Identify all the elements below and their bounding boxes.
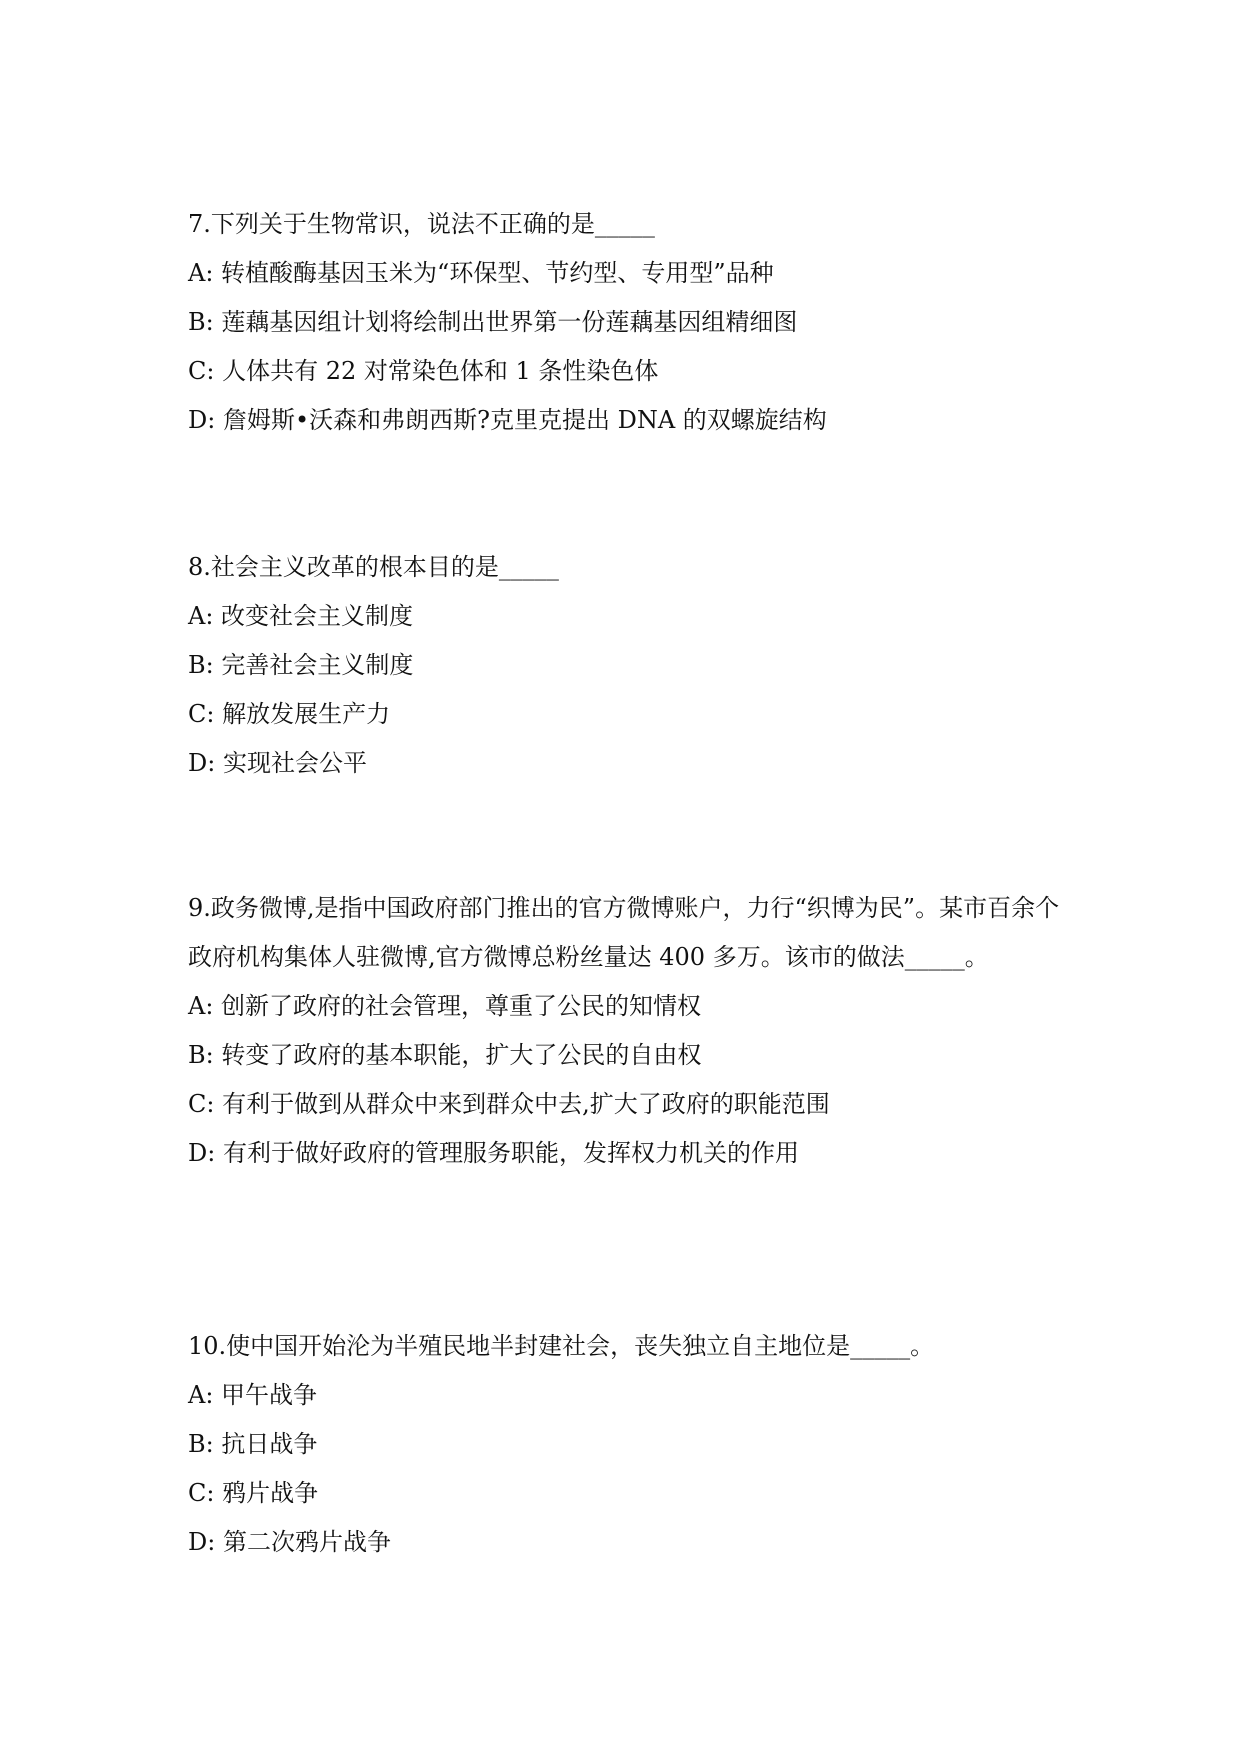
question-7 (188, 200, 1068, 445)
question-8 (188, 543, 1068, 788)
option-d: D: 实现社会公平 (188, 749, 367, 777)
question-10 (188, 1322, 1068, 1567)
option-b: B: 莲藕基因组计划将绘制出世界第一份莲藕基因组精细图 (188, 308, 798, 336)
option-list (188, 1371, 1068, 1567)
option-b: B: 抗日战争 (188, 1430, 318, 1458)
option-c: C: 解放发展生产力 (188, 700, 391, 728)
option-list (188, 982, 1068, 1178)
option-b: B: 转变了政府的基本职能，扩大了公民的自由权 (188, 1041, 702, 1069)
question-9 (188, 884, 1068, 1178)
option-c: C: 人体共有 22 对常染色体和 1 条性染色体 (188, 357, 659, 385)
question-stem: 9.政务微博,是指中国政府部门推出的官方微博账户，力行“织博为民”。某市百余个政府机构集体人驻微博,官方微博总粉丝量达 400 多万。该市的做法_____。 (188, 894, 1060, 971)
question-stem: 10.使中国开始沦为半殖民地半封建社会，丧失独立自主地位是_____。 (188, 1332, 935, 1360)
question-stem: 7.下列关于生物常识，说法不正确的是_____ (188, 210, 655, 238)
option-d: D: 有利于做好政府的管理服务职能，发挥权力机关的作用 (188, 1139, 799, 1167)
option-b: B: 完善社会主义制度 (188, 651, 414, 679)
question-stem: 8.社会主义改革的根本目的是_____ (188, 553, 559, 581)
option-c: C: 有利于做到从群众中来到群众中去,扩大了政府的职能范围 (188, 1090, 830, 1118)
option-c: C: 鸦片战争 (188, 1479, 319, 1507)
option-d: D: 第二次鸦片战争 (188, 1528, 391, 1556)
option-a: A: 改变社会主义制度 (188, 602, 414, 630)
option-list (188, 592, 1068, 788)
option-a: A: 转植酸酶基因玉米为“环保型、节约型、专用型”品种 (188, 259, 774, 287)
option-d: D: 詹姆斯•沃森和弗朗西斯?克里克提出 DNA 的双螺旋结构 (188, 406, 827, 434)
option-a: A: 甲午战争 (188, 1381, 318, 1409)
option-a: A: 创新了政府的社会管理，尊重了公民的知情权 (188, 992, 702, 1020)
option-list (188, 249, 1068, 445)
